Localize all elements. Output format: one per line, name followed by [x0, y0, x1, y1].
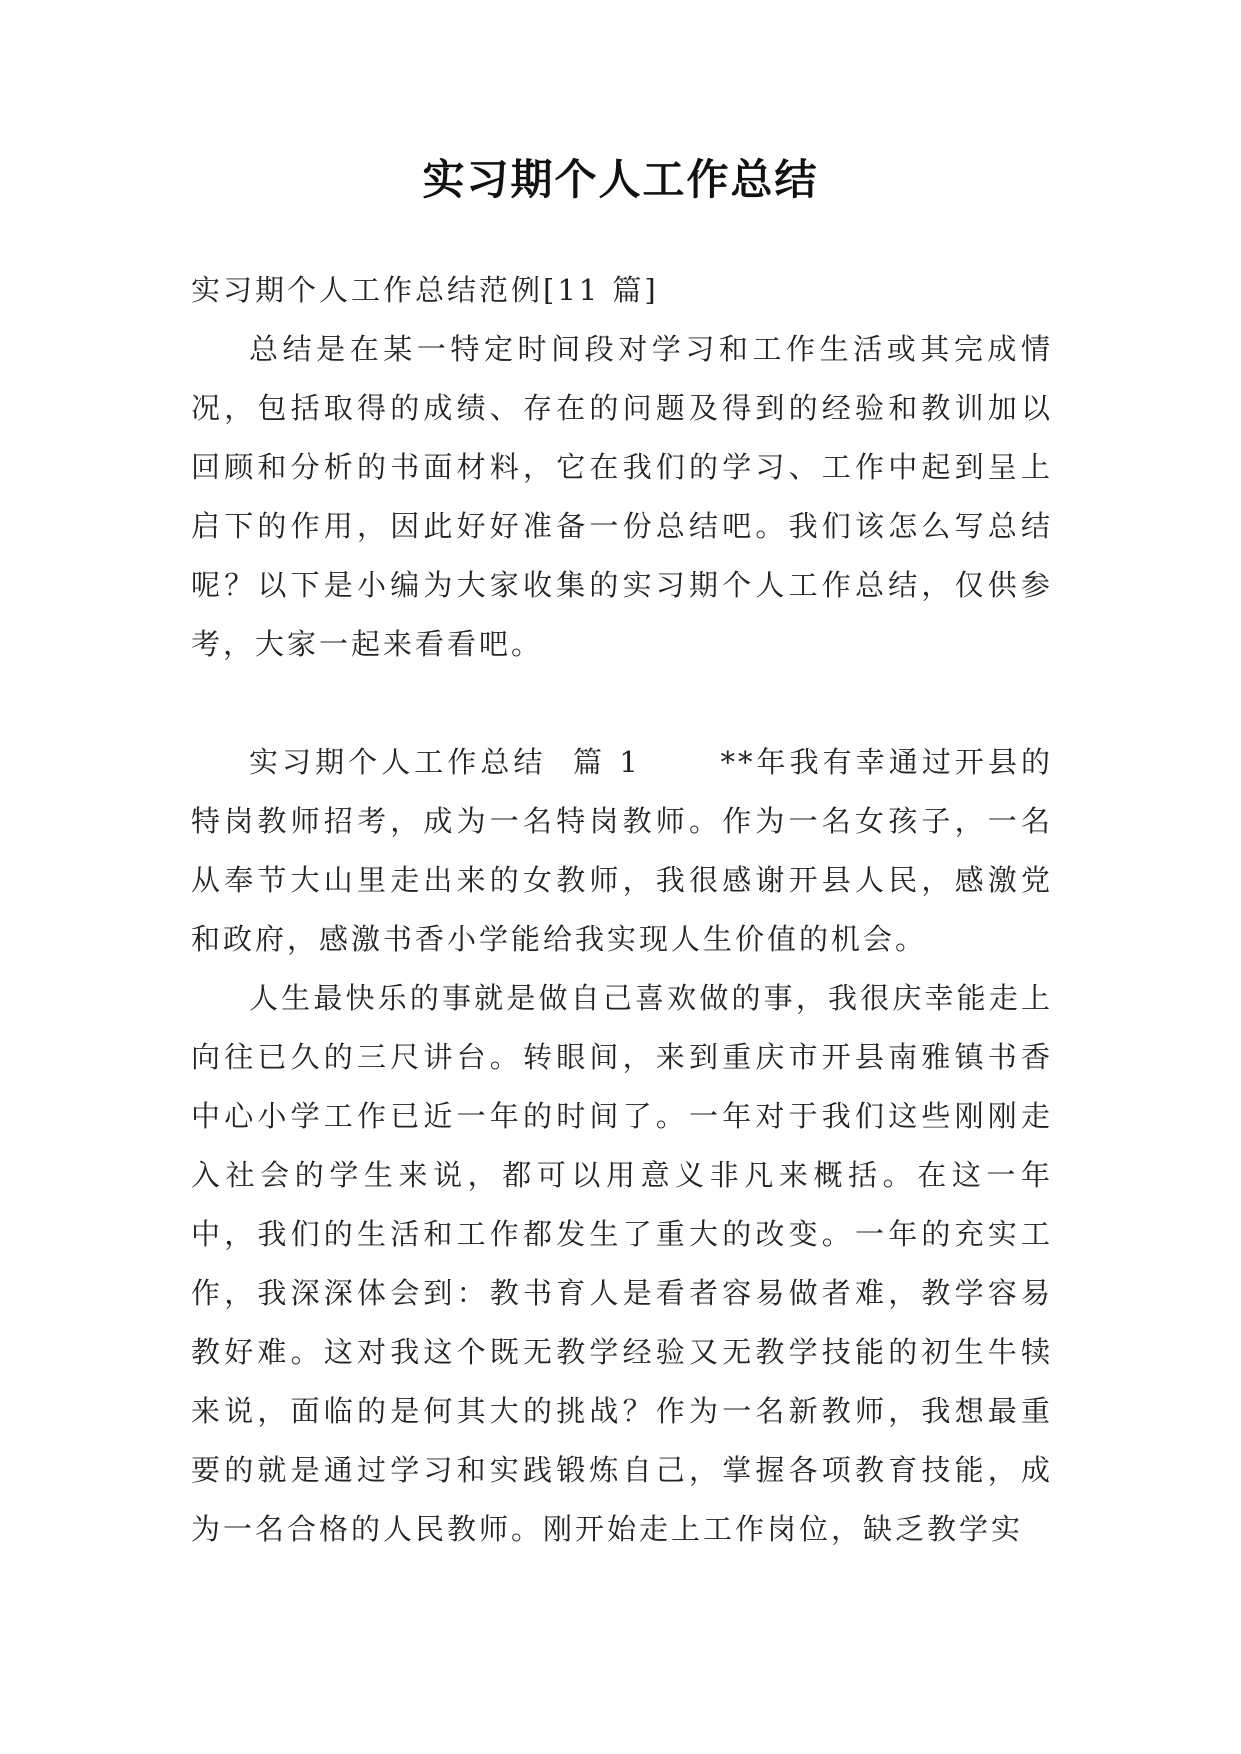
section-1-text: **年我有幸通过开县的特岗教师招考，成为一名特岗教师。作为一名女孩子，一名从奉节大山里走出来的女教师，我很感谢开县人民，感激党和政府，感激书香小学能给我实现人生价值的机会。 [191, 745, 1054, 956]
section-1-label: 实习期个人工作总结 篇 1 [249, 745, 641, 779]
intro-paragraph: 总结是在某一特定时间段对学习和工作生活或其完成情况，包括取得的成绩、存在的问题及得到的经验和教训加以回顾和分析的书面材料，它在我们的学习、工作中起到呈上启下的作用，因此好好准备一份总结吧。我们该怎么写总结呢？以下是小编为大家收集的实习期个人工作总结，仅供参考，大家一起来看看吧。 [191, 332, 1053, 661]
document-subtitle: 实习期个人工作总结范例[11 篇] [191, 273, 659, 307]
document-title: 实习期个人工作总结 [422, 155, 819, 204]
section-1-paragraph-2: 人生最快乐的事就是做自己喜欢做的事，我很庆幸能走上向往已久的三尺讲台。转眼间，来到重庆市开县南雅镇书香中心小学工作已近一年的时间了。一年对于我们这些刚刚走入社会的学生来说，都可以用意义非凡来概括。在这一年中，我们的生活和工作都发生了重大的改变。一年的充实工作，我深深体会到：教书育人是看者容易做者难，教学容易教好难。这对我这个既无教学经验又无教学技能的初生牛犊来说，面临的是何其大的挑战？作为一名新教师，我想最重要的就是通过学习和实践锻炼自己，掌握各项教育技能，成为一名合格的人民教师。刚开始走上工作岗位，缺乏教学实 [191, 981, 1053, 1546]
document-body [191, 261, 1053, 1559]
section-1-paragraph-1 [191, 733, 1053, 969]
paragraph-spacer [191, 674, 1053, 733]
